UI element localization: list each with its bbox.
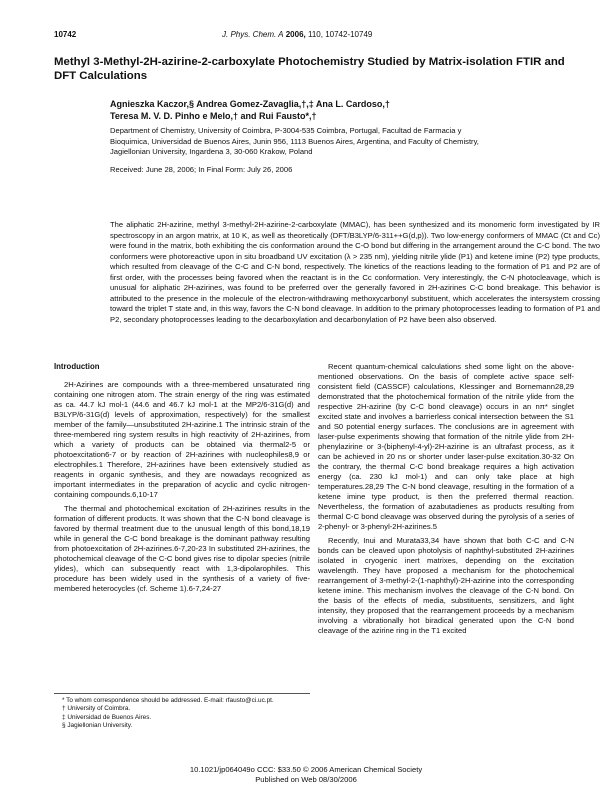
page-number: 10742 [54, 30, 77, 39]
footnotes [54, 693, 310, 731]
left-column [54, 362, 310, 598]
right-column [318, 362, 574, 640]
received-dates: Received: June 28, 2006; In Final Form: July 26, 2006 [110, 165, 293, 174]
abstract: The aliphatic 2H-azirine, methyl 3-methyl-2H-azirine-2-carboxylate (MMAC), has been synthesized and its monomeric form investigated by IR spectroscopy in an argon matrix, at 10 K, as well as theoretically (DFT/B3LYP/6-311++G(d,p)). Two low-energy conformers of MMAC (Ct and Cc) were found in the matrix, both exhibiting the cis conformation around the C-O bond but differing in the arrangement around the C-C bond. The two conformers were photoreactive upon in situ broadband UV excitation (λ > 235 nm), yielding nitrile ylide (P1) and ketene imine (P2) type products, which resulted from cleavage of the C-C and C-N bond, respectively. The kinetics of the reactions leading to the formation of P1 and P2 are of first order, with the processes being favored when the reactant is in the Cc conformation. Very interestingly, the C-N photocleavage, which is unusual for aliphatic 2H-azirines, was found to be preferred over the generally favored in 2H-azirines C-C bond breakage. This behavior is attributed to the presence in the molecule of the electron-withdrawing methoxycarbonyl substituent, which accelerates the intersystem crossing toward the triplet T state and, in this way, favors the C-N bond cleavage. In addition to the primary photoprocesses leading to formation of P1 and P2, secondary photoprocesses leading to the decarboxylation and decarbonylation of P2 have been also observed. [110, 220, 600, 324]
journal-year: 2006, [285, 30, 306, 39]
footnote-correspondence: * To whom correspondence should be addressed. E-mail: rfausto@ci.uc.pt. [62, 697, 274, 704]
affiliation-line-3: Jagiellonian University, Ingardena 3, 30-060 Krakow, Poland [110, 147, 313, 156]
right-paragraph-2: Recently, Inui and Murata33,34 have shown that both C-C and C-N bonds can be cleaved upon photolysis of naphthyl-substituted 2H-azirines isolated in cryogenic inert matrixes, depending on the excitation wavelength. They have proposed a mechanism for the photochemical rearrangement of 3-methyl-2-(1-naphthyl)-2H-azirine into the corresponding ketene imine. This mechanism involves the cleavage of the C-N bond. On the basis of the effects of media, substituents, sensitizers, and light intensity, they proposed that the rearrangement proceeds by a mechanism involving a vibrationally hot biradical generated upon the C-N bond cleavage of the azirine ring in the T1 excited [318, 536, 574, 635]
affiliation-line-1: Department of Chemistry, University of Coimbra, P-3004-535 Coimbra, Portugal, Facultad de Farmacia y [110, 126, 462, 135]
footnote-coimbra: † University of Coimbra. [62, 705, 131, 713]
authors-line-2: Teresa M. V. D. Pinho e Melo,† and Rui Fausto*,† [110, 111, 317, 121]
author-list [110, 98, 570, 122]
doi-line: 10.1021/jp064049o CCC: $33.50 © 2006 American Chemical Society [189, 765, 423, 774]
intro-paragraph-1: 2H-Azirines are compounds with a three-membered unsaturated ring containing one nitrogen atom. The strain energy of the ring was estimated as ca. 44.7 kJ mol-1 (44.6 and 46.7 kJ mol-1 at the MP2/6-31G(d) and B3LYP/6-31G(d) levels of approximation, respectively) for the smallest member of the family—unsubstituted 2H-azirine.1 The intrinsic strain of the three-membered ring system results in high reactivity of 2H-azirines, from which a variety of products can be obtained via thermal2-5 or photoexcitation6-7 or by reaction of 2H-azirines with nucleophiles8,9 or electrophiles.1 Therefore, 2H-azirines have been extensively studied as reagents in organic synthesis, and they are nowadays recognized as important intermediates in the preparation of acyclic and cyclic nitrogen-containing compounds.6,10-17 [54, 380, 310, 499]
paper-title: Methyl 3-Methyl-2H-azirine-2-carboxylate Photochemistry Studied by Matrix-isolation FTIR and DFT Calculations [54, 56, 565, 82]
affiliations [110, 126, 580, 158]
right-paragraph-1: Recent quantum-chemical calculations shed some light on the above-mentioned observations. On the basis of complete active space self-consistent field (CASSCF) calculations, Klessinger and Bornemann28,29 demonstrated that the photochemical formation of the nitrile ylide from the respective 2H-azirine (by C-C bond cleavage) occurs in an nπ* singlet excited state and involves a barrierless conical intersection between the S1 and S0 potential energy surfaces. The conclusions are in agreement with laser-pulse experiments showing that formation of the nitrile ylide from 2H-phenylazirine or 3-(biphenyl-4-yl)-2H-azirine is an ultrafast process, as it can be achieved in 20 ns or shorter under laser-pulse excitation.30-32 On the contrary, the thermal C-C bond breakage requires a high activation energy (ca. 230 kJ mol-1) and can only take place at high temperatures.28,29 The C-N bond cleavage, resulting in the formation of a ketene imine type product, is then the preferred thermal reaction. Nevertheless, the formation of azabutadienes as products resulting from thermal C-C bond cleavage was observed during the pyrolysis of a series of 2-phenyl- or 3-phenyl-2H-azirines.5 [318, 362, 574, 531]
intro-paragraph-2: The thermal and photochemical excitation of 2H-azirines results in the formation of different products. It was shown that the C-N bond cleavage is favored by thermal treatment due to the unusual length of this bond,18,19 while in general the C-C bond breakage is the dominant pathway resulting from photoexcitation of 2H-azirines.6-7,20-23 In substituted 2H-azirines, the photochemical cleavage of the C-C bond gives rise to dipolar species (nitrile ylides), which can subsequently react with 1,3-dipolarophiles. This procedure has been widely used in the synthesis of a variety of five-membered heterocycles (cf. Scheme 1).6-7,24-27 [54, 504, 310, 593]
affiliation-line-2: Bioquimica, Universidad de Buenos Aires, Junin 956, 1113 Buenos Aires, Argentina, and Faculty of Chemistry, [110, 136, 479, 146]
page-footer [0, 765, 612, 784]
authors-line-1: Agnieszka Kaczor,§ Andrea Gomez-Zavaglia,†,‡ Ana L. Cardoso,† [110, 99, 390, 109]
running-header [222, 30, 372, 39]
volume-pages: 110, 10742-10749 [308, 30, 373, 39]
footnote-buenos-aires: ‡ Universidad de Buenos Aires. [62, 713, 152, 721]
footnote-jagiellonian: § Jagiellonian University. [62, 722, 133, 730]
published-date: Published on Web 08/30/2006 [255, 774, 357, 784]
journal-name: J. Phys. Chem. A [222, 30, 284, 39]
section-heading-introduction: Introduction [54, 362, 100, 371]
